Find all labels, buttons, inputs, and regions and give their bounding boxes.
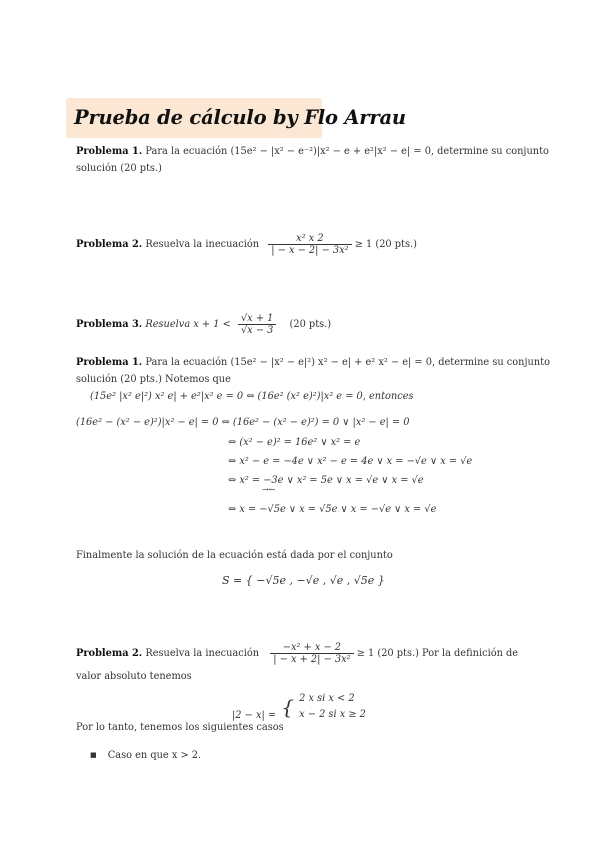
- problem-3-fraction: [238, 313, 276, 336]
- absolute-value-definition: [232, 691, 366, 723]
- problem-3-points: (20 pts.): [289, 319, 332, 330]
- equation-step-3: ⇔ x² − e = −4e ∨ x² − e = 4e ∨ x = −√e ∨ x = √e: [228, 456, 473, 467]
- problem-3-statement: [76, 313, 331, 336]
- problem-2-fraction: [268, 233, 351, 256]
- equation-step-1: (16e² − (x² − e)²)|x² − e| = 0 ⇔ (16e² − (x² − e)²) = 0 ∨ |x² − e| = 0: [76, 417, 410, 428]
- solution-2-fraction: [270, 642, 353, 665]
- cases-brace: {: [281, 695, 294, 719]
- case-1-label: Caso en que x > 2.: [107, 750, 202, 761]
- list-item: [90, 750, 201, 761]
- problem-2-statement: [76, 233, 417, 256]
- problem-1-statement: [76, 146, 549, 157]
- solution-2-line-2: valor absoluto tenemos: [76, 671, 192, 682]
- case-line-2: x − 2 si x ≥ 2: [299, 709, 366, 720]
- final-statement: Finalmente la solución de la ecuación está dada por el conjunto: [76, 550, 393, 561]
- case-line-1: 2 x si x < 2: [299, 693, 355, 704]
- problem-3-numerator: √x + 1: [240, 313, 274, 324]
- page-title: Prueba de cálculo by Flo Arrau: [74, 106, 406, 129]
- solution-2-numerator: −x² + x − 2: [282, 642, 342, 653]
- cases-intro: Por lo tanto, tenemos los siguientes casos: [76, 722, 284, 733]
- solution-1-line-1: [76, 357, 550, 368]
- equation-step-5: ⇔ x = −√5e ∨ x = √5e ∨ x = −√e ∨ x = √e: [228, 504, 437, 515]
- problem-1-label: Problema 1.: [76, 146, 143, 157]
- solution-set: S = { −√5e , −√e , √e , √5e }: [222, 574, 385, 587]
- solution-1-label: Problema 1.: [76, 357, 143, 368]
- problem-1-points: solución (20 pts.): [76, 163, 162, 174]
- solution-1-line-2: solución (20 pts.) Notemos que: [76, 374, 231, 385]
- problem-3-denominator: √x − 3: [238, 324, 276, 336]
- solution-2-line-1: [76, 642, 518, 665]
- problem-2-numerator: x² x 2: [296, 233, 324, 244]
- solution-2-denominator: | − x + 2| − 3x²: [270, 653, 353, 665]
- bullet-icon: ■: [90, 751, 97, 759]
- problem-3-text: Resuelva x + 1 <: [145, 319, 231, 330]
- problem-2-rhs: ≥ 1 (20 pts.): [354, 239, 417, 250]
- problem-2-denominator: | − x − 2| − 3x²: [268, 244, 351, 256]
- solution-2-rhs: ≥ 1 (20 pts.) Por la definición de: [356, 648, 519, 659]
- solution-1-statement: Para la ecuación (15e² − |x² − e|²) x² − e| + e² x² − e| = 0, determine su conjunto: [145, 357, 550, 368]
- solution-2-text: Resuelva la inecuación: [145, 648, 260, 659]
- cases-block: [299, 691, 366, 723]
- problem-1-text: Para la ecuación (15e² − |x² − e⁻²)|x² − e + e²|x² − e| = 0, determine su conjunto: [145, 146, 549, 157]
- problem-2-text: Resuelva la inecuación: [145, 239, 260, 250]
- solution-1-line-3: (15e² |x² e|²) x² e| + e²|x² e = 0 ⇔ (16e² (x² e)²)|x² e = 0, entonces: [90, 391, 414, 402]
- problem-3-label: Problema 3.: [76, 319, 143, 330]
- equation-step-4: ⇔ x² = −3e ∨ x² = 5e ∨ x = √e ∨ x = √e: [228, 475, 424, 486]
- equation-step-2: ⇔ (x² − e)² = 16e² ∨ x² = e: [228, 437, 361, 448]
- absolute-value-lhs: |2 − x| =: [232, 710, 277, 721]
- problem-2-label: Problema 2.: [76, 239, 143, 250]
- solution-2-label: Problema 2.: [76, 648, 143, 659]
- contradiction-mark: →←: [262, 485, 276, 494]
